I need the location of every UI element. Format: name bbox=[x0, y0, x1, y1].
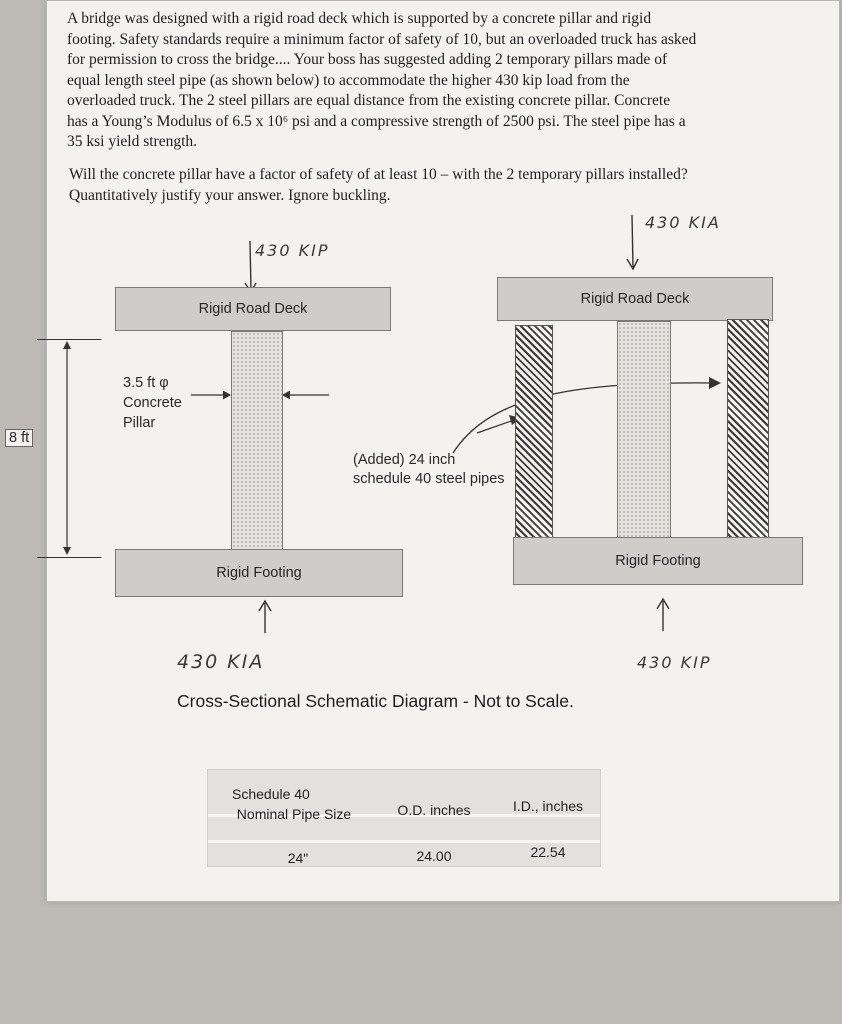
rigid-footing-left bbox=[115, 549, 403, 597]
load-label-left-top: 430 KIP bbox=[255, 241, 330, 260]
pillar-label bbox=[123, 373, 182, 433]
load-label-right-top: 430 KIA bbox=[645, 213, 721, 232]
pillar-label-line: Concrete bbox=[123, 395, 182, 411]
problem-line: 35 ksi yield strength. bbox=[67, 133, 198, 150]
rigid-road-deck-right bbox=[497, 277, 773, 321]
diameter-arrows bbox=[187, 385, 337, 405]
footing-label: Rigid Footing bbox=[216, 565, 302, 581]
problem-line: has a Young’s Modulus of 6.5 x 10⁶ psi and a compressive strength of 2500 psi. The steel pipe has a bbox=[67, 112, 686, 130]
deck-label: Rigid Road Deck bbox=[198, 301, 308, 317]
problem-statement bbox=[67, 9, 747, 153]
problem-line: overloaded truck. The 2 steel pillars are equal distance from the existing concrete pillar. Concrete bbox=[67, 92, 671, 109]
table-gridline bbox=[208, 840, 600, 843]
pillar-label-line: Pillar bbox=[123, 415, 156, 431]
problem-line: equal length steel pipe (as shown below) to accommodate the higher 430 kip load from the bbox=[67, 71, 630, 89]
callout-line: schedule 40 steel pipes bbox=[353, 471, 505, 487]
rigid-road-deck-left bbox=[115, 287, 391, 331]
table-header-size bbox=[212, 784, 376, 824]
question-line: Quantitatively justify your answer. Ignore buckling. bbox=[69, 186, 391, 204]
table-cell-od: 24.00 bbox=[416, 848, 452, 864]
problem-line: A bridge was designed with a rigid road deck which is supported by a concrete pillar and rigid bbox=[67, 10, 652, 27]
concrete-pillar-left bbox=[231, 331, 283, 551]
pillar-label-line: 3.5 ft φ bbox=[123, 375, 169, 391]
deck-label: Rigid Road Deck bbox=[580, 291, 690, 307]
problem-line: footing. Safety standards require a minimum factor of safety of 10, but an overloaded truck has asked bbox=[67, 30, 697, 48]
diagram-caption: Cross-Sectional Schematic Diagram - Not to Scale. bbox=[177, 691, 574, 711]
header-line: Schedule 40 bbox=[232, 786, 310, 802]
problem-line: for permission to cross the bridge.... Your boss has suggested adding 2 temporary pillars made of bbox=[67, 51, 668, 68]
document-page bbox=[9, 0, 840, 902]
rigid-footing-right bbox=[513, 537, 803, 585]
height-dimension-arrow bbox=[59, 339, 75, 559]
steel-pipe-left bbox=[515, 325, 553, 547]
pipe-size-table bbox=[207, 769, 601, 867]
question bbox=[69, 165, 749, 206]
table-cell-id: 22.54 bbox=[530, 844, 566, 860]
callout-arrows bbox=[447, 371, 737, 461]
load-label-right-bottom: 430 KIP bbox=[637, 653, 712, 672]
header-line: Nominal Pipe Size bbox=[236, 806, 352, 822]
load-arrow-right-bottom bbox=[651, 595, 675, 635]
question-line: Will the concrete pillar have a factor of safety of at least 10 – with the 2 temporary pillars installed? bbox=[69, 166, 688, 183]
concrete-pillar-right bbox=[617, 321, 671, 543]
load-arrow-right-top bbox=[621, 211, 645, 273]
table-header-id: I.D., inches bbox=[512, 798, 584, 814]
callout-line: (Added) 24 inch bbox=[353, 452, 456, 468]
height-label: 8 ft bbox=[5, 429, 33, 447]
table-header-od: O.D. inches bbox=[397, 802, 471, 818]
load-label-left-bottom: 430 KIA bbox=[177, 651, 265, 673]
table-cell-size: 24" bbox=[287, 850, 309, 866]
footing-label: Rigid Footing bbox=[615, 553, 701, 569]
load-arrow-left-bottom bbox=[253, 597, 277, 637]
steel-pipe-right bbox=[727, 319, 769, 541]
